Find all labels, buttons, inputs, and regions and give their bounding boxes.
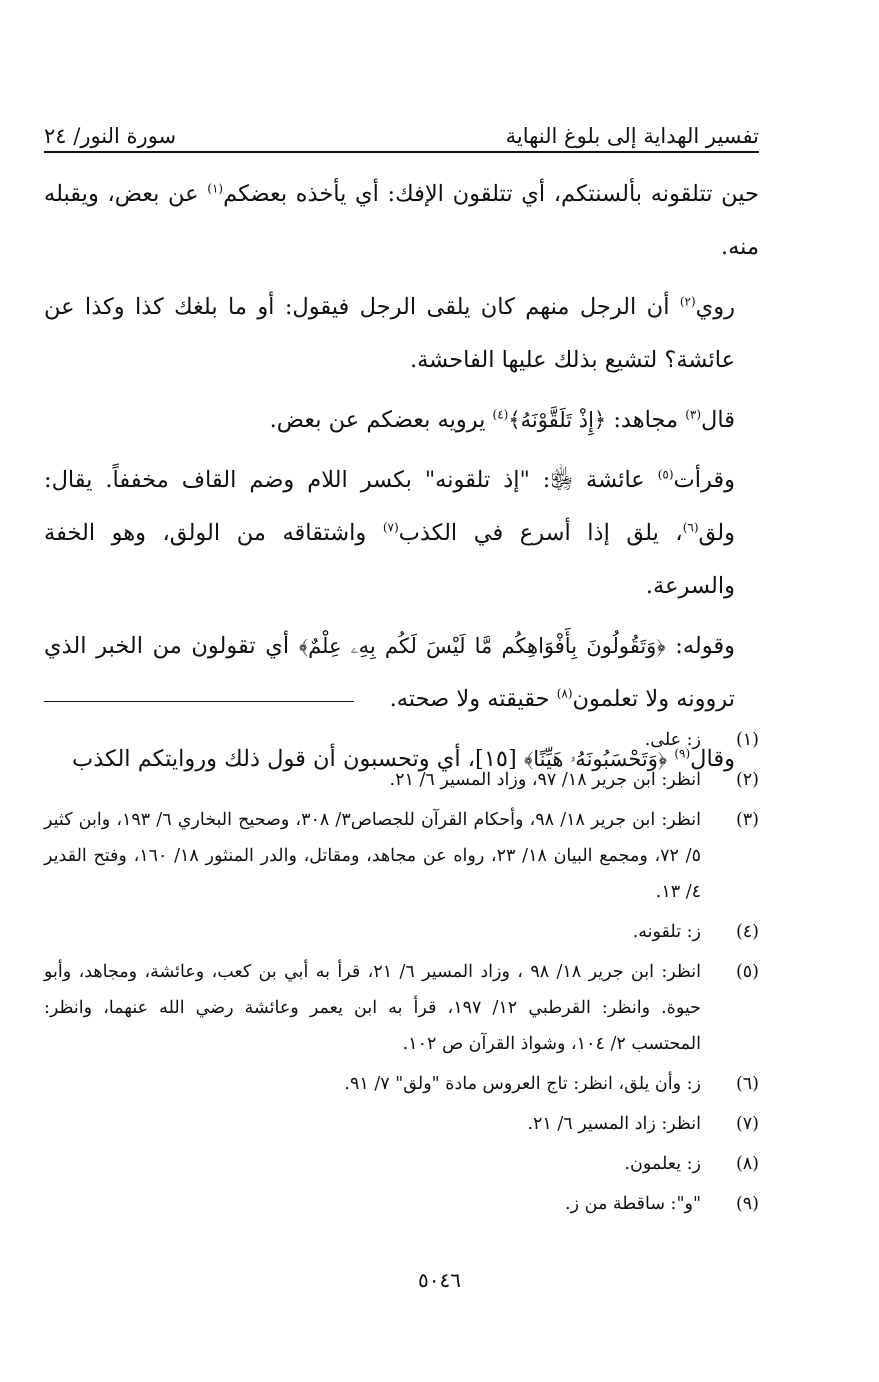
footnote-text: ز: على. xyxy=(644,730,701,750)
footnote-item xyxy=(44,914,759,950)
book-title: تفسير الهداية إلى بلوغ النهاية xyxy=(505,124,759,148)
text: مجاهد: xyxy=(606,407,686,433)
footnote-item xyxy=(44,802,759,910)
footnote-number: (٩) xyxy=(735,1194,759,1214)
footnote-ref[interactable]: (٤) xyxy=(492,407,509,422)
text: روي xyxy=(695,294,735,320)
quran-verse: ﴿وَتَحْسَبُونَهُۥ هَيِّنًا﴾ xyxy=(523,747,668,771)
footnote-item xyxy=(44,1106,759,1142)
text: [١٥]، أي وتحسبون أن قول ذلك وروايتكم الكذب xyxy=(72,746,524,772)
paragraph-4 xyxy=(44,454,759,613)
paragraph-2 xyxy=(44,281,759,387)
text: عن بعض، ويقبله منه. xyxy=(44,181,759,260)
text: أن الرجل منهم كان يلقى الرجل فيقول: أو ما بلغك كذا وكذا عن عائشة؟ لتشيع بذلك عليها الفاحشة. xyxy=(44,294,735,373)
footnote-number: (٣) xyxy=(735,810,759,830)
quran-verse: ﴿إِذْ تَلَقَّوْنَهُ﴾ xyxy=(508,408,607,432)
footnote-ref[interactable]: (٦) xyxy=(682,520,699,535)
text: وقال xyxy=(690,746,735,772)
text: عائشة ﵂: "إذ تلقونه" بكسر اللام وضم القاف مخففاً. يقال: ولق xyxy=(44,467,736,546)
footnote-text: "و": ساقطة من ز. xyxy=(565,1194,701,1214)
footnote-item xyxy=(44,1066,759,1102)
running-header xyxy=(44,112,759,148)
footnote-ref[interactable]: (٩) xyxy=(674,746,691,761)
text: وقرأت xyxy=(673,467,735,493)
page-number: ٥٠٤٦ xyxy=(418,1268,461,1292)
footnote-item xyxy=(44,1146,759,1182)
footnote-text: انظر: ابن جرير ١٨/ ٩٨، وأحكام القرآن للجصاص٣/ ٣٠٨، وصحيح البخاري ٦/ ١٩٣، وابن كثير ٥/ ٧٢، ومجمع البيان ١٨/ ٢٣، رواه عن مجاهد، ومقاتل، والدر المنثور ١٨/ ١٦٠، وفتح القدير ٤/ ١٣. xyxy=(44,810,701,902)
footnote-text: ز: تلقونه. xyxy=(632,922,701,942)
footnote-number: (٤) xyxy=(735,922,759,942)
text: ، يلق إذا أسرع في الكذب xyxy=(398,520,683,546)
main-text xyxy=(44,168,759,793)
text: يرويه بعضكم عن بعض. xyxy=(269,407,493,433)
footnote-number: (١) xyxy=(735,730,759,750)
text: واشتقاقه من الولق، وهو الخفة والسرعة. xyxy=(44,520,735,599)
footnote-item xyxy=(44,762,759,798)
footnote-text: ز: يعلمون. xyxy=(624,1154,701,1174)
text: حقيقته ولا صحته. xyxy=(389,686,557,712)
footnote-item xyxy=(44,954,759,1062)
footnote-ref[interactable]: (٧) xyxy=(382,520,399,535)
footnotes xyxy=(44,722,759,1226)
footnote-ref[interactable]: (٣) xyxy=(685,407,702,422)
footnote-number: (٧) xyxy=(735,1114,759,1134)
paragraph-5 xyxy=(44,620,759,726)
paragraph-3 xyxy=(44,394,759,447)
paragraph-1 xyxy=(44,168,759,274)
footnote-item xyxy=(44,1186,759,1222)
footnote-ref[interactable]: (١) xyxy=(207,181,224,196)
footnote-text: انظر: ابن جرير ١٨/ ٩٧، وزاد المسير ٦/ ٢١. xyxy=(389,770,701,790)
text: وقوله: xyxy=(665,633,735,659)
text: قال xyxy=(701,407,735,433)
footnote-ref[interactable]: (٢) xyxy=(679,294,696,309)
footnote-text: انظر: ابن جرير ١٨/ ٩٨ ، وزاد المسير ٦/ ٢١، قرأ به أبي بن كعب، وعائشة، ومجاهد، وأبو حيوة. وانظر: القرطبي ١٢/ ١٩٧، قرأ به ابن يعمر وعائشة رضي الله عنهما، وانظر: المحتسب ٢/ ١٠٤، وشواذ القرآن ص ١٠٢. xyxy=(44,962,701,1054)
footnote-ref[interactable]: (٥) xyxy=(657,467,674,482)
footnote-divider xyxy=(44,701,354,702)
footnote-number: (٨) xyxy=(735,1154,759,1174)
footnote-text: انظر: زاد المسير ٦/ ٢١. xyxy=(527,1114,701,1134)
header-divider xyxy=(44,151,759,153)
footnote-number: (٦) xyxy=(735,1074,759,1094)
footnote-text: ز: وأن يلق، انظر: تاج العروس مادة "ولق" ٧/ ٩١. xyxy=(344,1074,701,1094)
footnote-item xyxy=(44,722,759,758)
footnote-number: (٢) xyxy=(735,770,759,790)
text: أي تقولون من الخبر الذي تروونه ولا تعلمون xyxy=(44,633,735,712)
surah-reference: سورة النور/ ٢٤ xyxy=(44,124,177,148)
footnote-ref[interactable]: (٨) xyxy=(556,686,573,701)
quran-verse: ﴿وَتَقُولُونَ بِأَفْوَاهِكُم مَّا لَيْسَ لَكُم بِهِۦ عِلْمٌ﴾ xyxy=(298,634,666,658)
text: حين تتلقونه بألسنتكم، أي تتلقون الإفك: أي يأخذه بعضكم xyxy=(223,181,760,207)
footnote-number: (٥) xyxy=(735,962,759,982)
